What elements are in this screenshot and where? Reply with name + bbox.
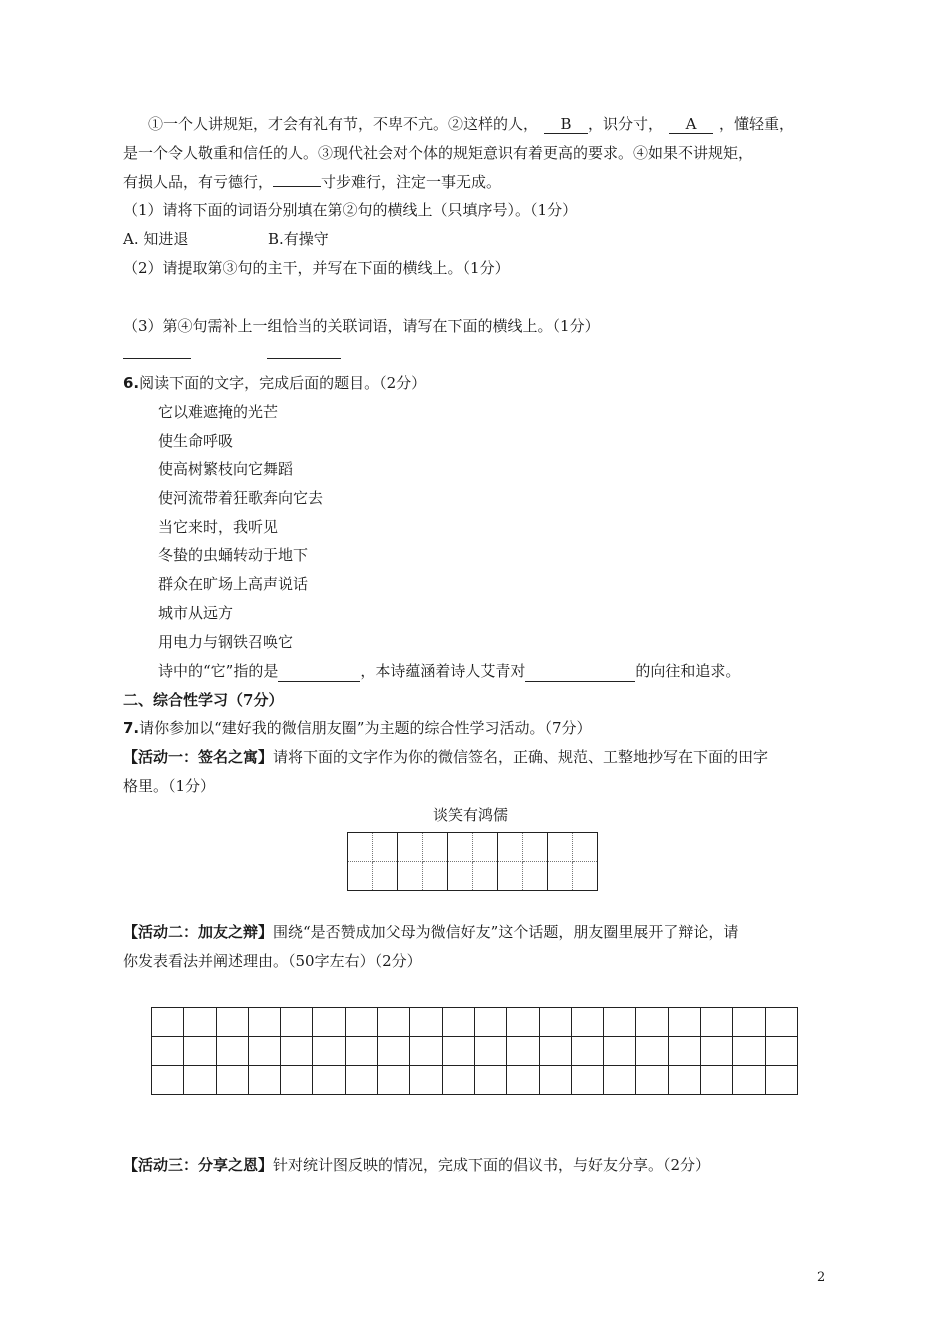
writing-grid-cell[interactable] xyxy=(733,1008,765,1037)
writing-grid-cell[interactable] xyxy=(765,1066,797,1095)
activity-2-line-2: 你发表看法并阐述理由。（50字左右）（2分） xyxy=(123,952,422,970)
tianzige-grid[interactable] xyxy=(347,832,598,891)
writing-grid-cell[interactable] xyxy=(248,1066,280,1095)
q5-sub1: （1）请将下面的词语分别填在第②句的横线上（只填序号）。（1分） xyxy=(123,201,578,219)
writing-grid-cell[interactable] xyxy=(539,1037,571,1066)
writing-grid-cell[interactable] xyxy=(474,1066,506,1095)
poem-line: 使河流带着狂歌奔向它去 xyxy=(158,489,324,507)
writing-grid-cell[interactable] xyxy=(636,1008,668,1037)
writing-grid-cell[interactable] xyxy=(668,1008,700,1037)
tianzige-cell[interactable] xyxy=(348,833,373,862)
q6-title-text: 阅读下面的文字，完成后面的题目。（2分） xyxy=(139,374,427,392)
activity-1-heading: 【活动一：签名之寓】 xyxy=(123,748,274,766)
q7-title-text: 请你参加以“建好我的微信朋友圈”为主题的综合性学习活动。（7分） xyxy=(139,719,592,737)
q6-question-c: 的向往和追求。 xyxy=(635,662,741,680)
q5-line-1-a: ①一个人讲规矩，才会有礼有节，不卑不亢。②这样的人， xyxy=(148,115,539,133)
activity-2-text: 围绕“是否赞成加父母为微信好友”这个话题，朋友圈里展开了辩论，请 xyxy=(273,923,739,941)
writing-grid-cell[interactable] xyxy=(604,1037,636,1066)
q5-sub2: （2）请提取第③句的主干，并写在下面的横线上。（1分） xyxy=(123,259,510,277)
tianzige-cell[interactable] xyxy=(448,862,473,891)
poem-line: 用电力与钢铁召唤它 xyxy=(158,633,294,651)
q6-question-a: 诗中的“它”指的是 xyxy=(158,662,279,680)
q5-option-a: A. 知进退 xyxy=(123,230,189,248)
writing-grid-cell[interactable] xyxy=(345,1066,377,1095)
writing-grid-cell[interactable] xyxy=(378,1008,410,1037)
writing-grid-cell[interactable] xyxy=(378,1066,410,1095)
activity-3-text: 针对统计图反映的情况，完成下面的倡议书，与好友分享。（2分） xyxy=(273,1156,711,1174)
writing-grid-cell[interactable] xyxy=(604,1008,636,1037)
writing-grid-cell[interactable] xyxy=(281,1066,313,1095)
q6-blank-2 xyxy=(525,661,635,682)
writing-grid-cell[interactable] xyxy=(733,1037,765,1066)
tianzige-cell[interactable] xyxy=(573,862,598,891)
poem-line: 群众在旷场上高声说话 xyxy=(158,575,309,593)
q5-line-3-b: 寸步难行，注定一事无成。 xyxy=(321,173,502,191)
writing-grid-cell[interactable] xyxy=(733,1066,765,1095)
writing-grid-cell[interactable] xyxy=(668,1066,700,1095)
writing-grid-cell[interactable] xyxy=(313,1037,345,1066)
motto: 谈笑有鸿儒 xyxy=(433,806,509,824)
tianzige-cell[interactable] xyxy=(548,833,573,862)
q5-line-3-a: 有损人品，有亏德行， xyxy=(123,173,274,191)
q5-blank-1: B xyxy=(544,115,588,134)
tianzige-cell[interactable] xyxy=(473,833,498,862)
writing-grid-cell[interactable] xyxy=(571,1037,603,1066)
q5-line-1 xyxy=(148,114,794,134)
writing-grid-cell[interactable] xyxy=(248,1037,280,1066)
tianzige-cell[interactable] xyxy=(423,862,448,891)
tianzige-cell[interactable] xyxy=(448,833,473,862)
writing-grid-row xyxy=(152,1008,798,1037)
writing-grid-cell[interactable] xyxy=(442,1008,474,1037)
activity-1-text: 请将下面的文字作为你的微信签名，正确、规范、工整地抄写在下面的田字 xyxy=(273,748,769,766)
writing-grid-cell[interactable] xyxy=(474,1037,506,1066)
writing-grid-cell[interactable] xyxy=(281,1037,313,1066)
q5-blank-2: A xyxy=(669,115,713,134)
writing-grid-cell[interactable] xyxy=(152,1066,184,1095)
q7-number: 7. xyxy=(123,719,140,737)
tianzige-cell[interactable] xyxy=(548,862,573,891)
q5-line-1-c: ，懂轻重， xyxy=(719,115,795,133)
section-2-heading: 二、综合性学习（7分） xyxy=(123,691,284,709)
writing-grid-cell[interactable] xyxy=(216,1066,248,1095)
q6-question-b: ，本诗蕴涵着诗人艾青对 xyxy=(360,662,526,680)
q5-option-b: B.有操守 xyxy=(268,230,329,248)
poem-line: 使高树繁枝向它舞蹈 xyxy=(158,460,294,478)
writing-grid-cell[interactable] xyxy=(184,1008,216,1037)
writing-grid-cell[interactable] xyxy=(507,1037,539,1066)
q5-line-1-b: ，识分寸， xyxy=(588,115,664,133)
q7-title xyxy=(123,718,592,738)
writing-grid-cell[interactable] xyxy=(539,1008,571,1037)
page-number: 2 xyxy=(817,1270,826,1285)
q5-sub3: （3）第④句需补上一组恰当的关联词语，请写在下面的横线上。（1分） xyxy=(123,317,600,335)
writing-grid-cell[interactable] xyxy=(765,1008,797,1037)
tianzige-cell[interactable] xyxy=(473,862,498,891)
writing-grid-cell[interactable] xyxy=(216,1037,248,1066)
writing-grid-cell[interactable] xyxy=(636,1066,668,1095)
activity-2-line-1 xyxy=(123,922,738,942)
poem-line: 它以难遮掩的光芒 xyxy=(158,403,279,421)
writing-grid-cell[interactable] xyxy=(442,1066,474,1095)
writing-grid-cell[interactable] xyxy=(216,1008,248,1037)
writing-grid-cell[interactable] xyxy=(539,1066,571,1095)
writing-grid-cell[interactable] xyxy=(248,1008,280,1037)
writing-grid[interactable] xyxy=(151,1007,798,1095)
writing-grid-cell[interactable] xyxy=(345,1008,377,1037)
writing-grid-cell[interactable] xyxy=(507,1008,539,1037)
tianzige-cell[interactable] xyxy=(498,862,523,891)
writing-grid-cell[interactable] xyxy=(701,1066,733,1095)
activity-2-heading: 【活动二：加友之辩】 xyxy=(123,923,274,941)
q6-number: 6. xyxy=(123,374,140,392)
tianzige-cell[interactable] xyxy=(573,833,598,862)
writing-grid-cell[interactable] xyxy=(152,1037,184,1066)
writing-grid-cell[interactable] xyxy=(313,1008,345,1037)
writing-grid-cell[interactable] xyxy=(701,1008,733,1037)
writing-grid-row xyxy=(152,1066,798,1095)
writing-grid-cell[interactable] xyxy=(474,1008,506,1037)
activity-1-line-2: 格里。（1分） xyxy=(123,777,216,795)
tianzige-cell[interactable] xyxy=(523,833,548,862)
writing-grid-cell[interactable] xyxy=(668,1037,700,1066)
q6-blank-1 xyxy=(278,661,360,682)
writing-grid-cell[interactable] xyxy=(184,1037,216,1066)
writing-grid-cell[interactable] xyxy=(571,1008,603,1037)
writing-grid-cell[interactable] xyxy=(184,1066,216,1095)
writing-grid-cell[interactable] xyxy=(152,1008,184,1037)
tianzige-cell[interactable] xyxy=(398,833,423,862)
tianzige-cell[interactable] xyxy=(373,833,398,862)
q5-line-2: 是一个令人敬重和信任的人。③现代社会对个体的规矩意识有着更高的要求。④如果不讲规矩， xyxy=(123,144,754,162)
q6-question xyxy=(158,661,740,682)
writing-grid-cell[interactable] xyxy=(604,1066,636,1095)
writing-grid-cell[interactable] xyxy=(410,1037,442,1066)
writing-grid-cell[interactable] xyxy=(442,1037,474,1066)
q5-blank-3 xyxy=(273,186,321,187)
q5-line-3 xyxy=(123,172,501,192)
writing-grid-cell[interactable] xyxy=(571,1066,603,1095)
tianzige-cell[interactable] xyxy=(498,833,523,862)
tianzige-cell[interactable] xyxy=(423,833,448,862)
writing-grid-cell[interactable] xyxy=(378,1037,410,1066)
q5-answer-line-1 xyxy=(123,358,191,359)
writing-grid-row xyxy=(152,1037,798,1066)
q5-answer-line-2 xyxy=(267,358,341,359)
writing-grid-cell[interactable] xyxy=(636,1037,668,1066)
writing-grid-cell[interactable] xyxy=(507,1066,539,1095)
tianzige-cell[interactable] xyxy=(373,862,398,891)
writing-grid-cell[interactable] xyxy=(701,1037,733,1066)
poem-line: 使生命呼吸 xyxy=(158,432,234,450)
q6-title xyxy=(123,373,426,393)
poem-line: 当它来时，我听见 xyxy=(158,518,279,536)
writing-grid-cell[interactable] xyxy=(281,1008,313,1037)
writing-grid-cell[interactable] xyxy=(765,1037,797,1066)
writing-grid-cell[interactable] xyxy=(410,1066,442,1095)
poem-line: 冬蛰的虫蛹转动于地下 xyxy=(158,546,309,564)
activity-1-line-1 xyxy=(123,747,768,767)
tianzige-cell[interactable] xyxy=(523,862,548,891)
tianzige-cell[interactable] xyxy=(348,862,373,891)
activity-3-heading: 【活动三：分享之恩】 xyxy=(123,1156,274,1174)
writing-grid-cell[interactable] xyxy=(345,1037,377,1066)
activity-3-line xyxy=(123,1155,710,1175)
tianzige-cell[interactable] xyxy=(398,862,423,891)
poem-line: 城市从远方 xyxy=(158,604,234,622)
writing-grid-cell[interactable] xyxy=(410,1008,442,1037)
writing-grid-cell[interactable] xyxy=(313,1066,345,1095)
